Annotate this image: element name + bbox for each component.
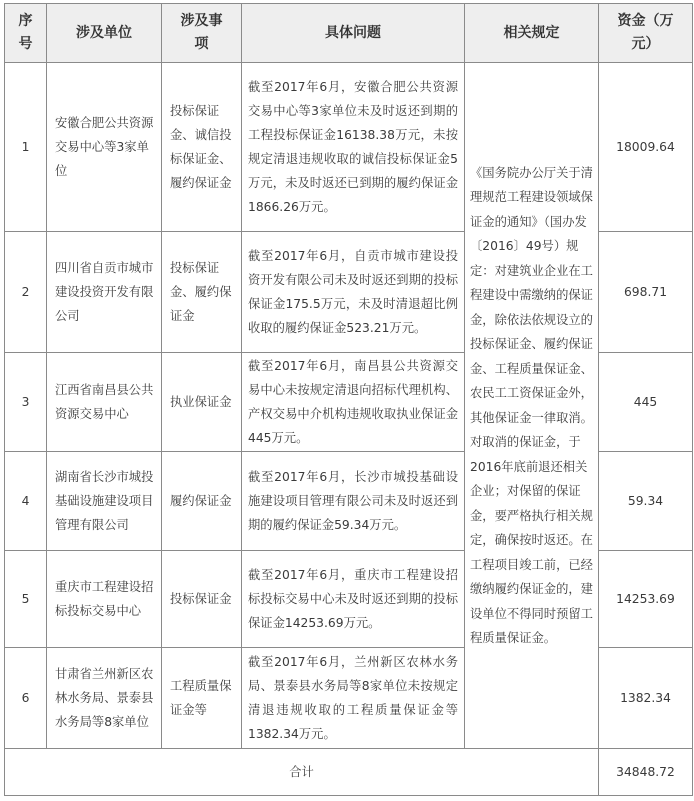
row-detail: 截至2017年6月，长沙市城投基础设施建设项目管理有限公司未及时返还到期的履约保证金59.34万元。 — [242, 452, 465, 551]
row-amount: 1382.34 — [599, 648, 693, 749]
row-unit: 甘肃省兰州新区农林水务局、景泰县水务局等8家单位 — [47, 648, 162, 749]
row-unit: 重庆市工程建设招标投标交易中心 — [47, 551, 162, 648]
row-matter: 投标保证金、诚信投标保证金、履约保证金 — [162, 63, 242, 232]
header-row — [5, 4, 693, 63]
row-unit: 安徽合肥公共资源交易中心等3家单位 — [47, 63, 162, 232]
row-no: 6 — [5, 648, 47, 749]
row-matter: 投标保证金、履约保证金 — [162, 232, 242, 353]
row-detail: 截至2017年6月，自贡市城市建设投资开发有限公司未及时返还到期的投标保证金175.5万元，未及时清退超比例收取的履约保证金523.21万元。 — [242, 232, 465, 353]
row-amount: 14253.69 — [599, 551, 693, 648]
row-no: 5 — [5, 551, 47, 648]
header-detail: 具体问题 — [242, 4, 465, 63]
row-unit: 湖南省长沙市城投基础设施建设项目管理有限公司 — [47, 452, 162, 551]
header-amount: 资金（万元） — [599, 4, 693, 63]
row-amount: 59.34 — [599, 452, 693, 551]
audit-table — [4, 3, 693, 796]
header-unit: 涉及单位 — [47, 4, 162, 63]
total-row — [5, 749, 693, 796]
header-matter: 涉及事项 — [162, 4, 242, 63]
row-unit: 江西省南昌县公共资源交易中心 — [47, 353, 162, 452]
total-label: 合计 — [5, 749, 599, 796]
total-amount: 34848.72 — [599, 749, 693, 796]
row-no: 4 — [5, 452, 47, 551]
row-matter: 工程质量保证金等 — [162, 648, 242, 749]
row-unit: 四川省自贡市城市建设投资开发有限公司 — [47, 232, 162, 353]
row-matter: 履约保证金 — [162, 452, 242, 551]
regulation-text: 《国务院办公厅关于清理规范工程建设领域保证金的通知》（国办发〔2016〕49号）规定：对建筑业企业在工程建设中需缴纳的保证金，除依法依规设立的投标保证金、履约保证金、工程质量保证金、农民工工资保证金外，其他保证金一律取消。对取消的保证金，于2016年底前退还相关企业；对保留的保证金，要严格执行相关规定，确保按时返还。在工程项目竣工前，已经缴纳履约保证金的，建设单位不得同时预留工程质量保证金。 — [465, 63, 599, 749]
row-detail: 截至2017年6月，南昌县公共资源交易中心未按规定清退向招标代理机构、产权交易中介机构违规收取执业保证金445万元。 — [242, 353, 465, 452]
row-matter: 投标保证金 — [162, 551, 242, 648]
header-regulation: 相关规定 — [465, 4, 599, 63]
row-no: 2 — [5, 232, 47, 353]
header-no: 序号 — [5, 4, 47, 63]
row-matter: 执业保证金 — [162, 353, 242, 452]
row-no: 1 — [5, 63, 47, 232]
row-amount: 445 — [599, 353, 693, 452]
row-detail: 截至2017年6月，兰州新区农林水务局、景泰县水务局等8家单位未按规定清退违规收取的工程质量保证金等1382.34万元。 — [242, 648, 465, 749]
row-detail: 截至2017年6月，安徽合肥公共资源交易中心等3家单位未及时返还到期的工程投标保证金16138.38万元，未按规定清退违规收取的诚信投标保证金5万元，未及时返还已到期的履约保证金1866.26万元。 — [242, 63, 465, 232]
row-no: 3 — [5, 353, 47, 452]
row-detail: 截至2017年6月，重庆市工程建设招标投标交易中心未及时返还到期的投标保证金14253.69万元。 — [242, 551, 465, 648]
row-amount: 698.71 — [599, 232, 693, 353]
table-row — [5, 63, 693, 232]
row-amount: 18009.64 — [599, 63, 693, 232]
